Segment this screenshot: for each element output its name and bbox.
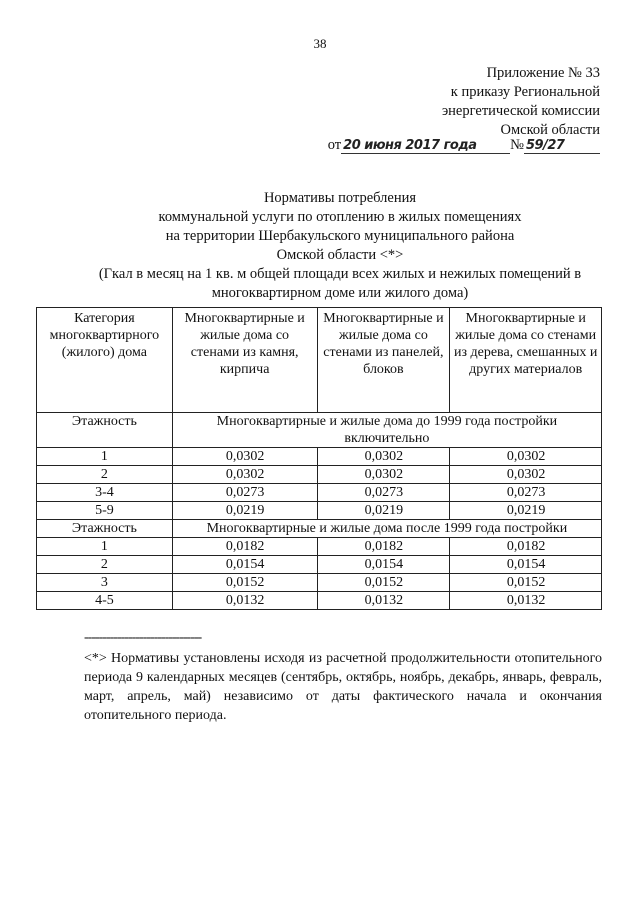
document-title xyxy=(40,189,640,303)
value-cell: 0,0152 xyxy=(172,574,317,592)
page-number: 38 xyxy=(313,36,327,51)
handwritten-date: 20 июня 2017 года xyxy=(341,138,510,154)
value-cell: 0,0154 xyxy=(172,556,317,574)
value-cell: 0,0302 xyxy=(317,448,450,466)
value-cell: 0,0219 xyxy=(450,502,602,520)
value-cell: 0,0182 xyxy=(172,538,317,556)
value-cell: 0,0154 xyxy=(450,556,602,574)
value-cell: 0,0219 xyxy=(172,502,317,520)
value-cell: 0,0302 xyxy=(172,466,317,484)
value-cell: 0,0182 xyxy=(450,538,602,556)
section-label: Этажность xyxy=(37,520,173,538)
floors-cell: 1 xyxy=(37,538,173,556)
value-cell: 0,0302 xyxy=(317,466,450,484)
table-row xyxy=(37,538,602,556)
value-cell: 0,0132 xyxy=(172,592,317,610)
appendix-line: энергетической комиссии xyxy=(441,103,600,119)
value-cell: 0,0273 xyxy=(317,484,450,502)
table-row xyxy=(37,502,602,520)
title-line: (Гкал в месяц на 1 кв. м общей площади всех жилых и нежилых помещений в xyxy=(98,266,582,282)
value-cell: 0,0132 xyxy=(450,592,602,610)
section-title: Многоквартирные и жилые дома после 1999 года постройки xyxy=(172,520,601,538)
footnote-rule: -------------------------------- xyxy=(84,630,202,645)
table-row xyxy=(37,574,602,592)
footnote xyxy=(84,628,602,725)
footnote-text: <*> Нормативы установлены исходя из расчетной продолжительности отопительного периода 9 календарных месяцев (сентябрь, октябрь, ноябрь, декабрь, январь, февраль, март, апрель, май) независимо от даты фактического начала и окончания отопительного периода. xyxy=(84,651,602,723)
value-cell: 0,0154 xyxy=(317,556,450,574)
title-line: Омской области <*> xyxy=(276,247,404,263)
handwritten-number: 59/27 xyxy=(524,138,600,154)
header-panel: Многоквартирные и жилые дома со стенами из панелей, блоков xyxy=(317,308,450,413)
value-cell: 0,0132 xyxy=(317,592,450,610)
value-cell: 0,0273 xyxy=(172,484,317,502)
floors-cell: 2 xyxy=(37,466,173,484)
title-line: Нормативы потребления xyxy=(263,190,417,206)
section-label: Этажность xyxy=(37,413,173,448)
value-cell: 0,0152 xyxy=(317,574,450,592)
order-date-number xyxy=(328,137,600,154)
appendix-line: к приказу Региональной xyxy=(450,84,600,100)
value-cell: 0,0182 xyxy=(317,538,450,556)
floors-cell: 2 xyxy=(37,556,173,574)
header-category: Категория многоквартирного (жилого) дома xyxy=(37,308,173,413)
floors-cell: 3 xyxy=(37,574,173,592)
section-row xyxy=(37,413,602,448)
floors-cell: 5-9 xyxy=(37,502,173,520)
table-row xyxy=(37,556,602,574)
title-line: многоквартирном доме или жилого дома) xyxy=(211,285,469,301)
value-cell: 0,0273 xyxy=(450,484,602,502)
number-label: № xyxy=(510,137,524,153)
title-line: коммунальной услуги по отоплению в жилых помещениях xyxy=(158,209,522,225)
value-cell: 0,0152 xyxy=(450,574,602,592)
appendix-line: Омской области xyxy=(500,122,600,138)
table-row xyxy=(37,484,602,502)
title-line: на территории Шербакульского муниципального района xyxy=(165,228,515,244)
table-row xyxy=(37,466,602,484)
section-title: Многоквартирные и жилые дома до 1999 года постройки включительно xyxy=(172,413,601,448)
value-cell: 0,0219 xyxy=(317,502,450,520)
floors-cell: 3-4 xyxy=(37,484,173,502)
value-cell: 0,0302 xyxy=(450,448,602,466)
floors-cell: 1 xyxy=(37,448,173,466)
norms-table xyxy=(36,307,602,610)
floors-cell: 4-5 xyxy=(37,592,173,610)
section-row xyxy=(37,520,602,538)
value-cell: 0,0302 xyxy=(172,448,317,466)
header-wood: Многоквартирные и жилые дома со стенами из дерева, смешанных и других материалов xyxy=(450,308,602,413)
from-label: от xyxy=(327,137,342,153)
appendix-block xyxy=(442,64,600,140)
table-header-row xyxy=(37,308,602,413)
appendix-line: Приложение № 33 xyxy=(486,65,600,81)
table-row xyxy=(37,592,602,610)
table-row xyxy=(37,448,602,466)
header-brick: Многоквартирные и жилые дома со стенами из камня, кирпича xyxy=(172,308,317,413)
value-cell: 0,0302 xyxy=(450,466,602,484)
